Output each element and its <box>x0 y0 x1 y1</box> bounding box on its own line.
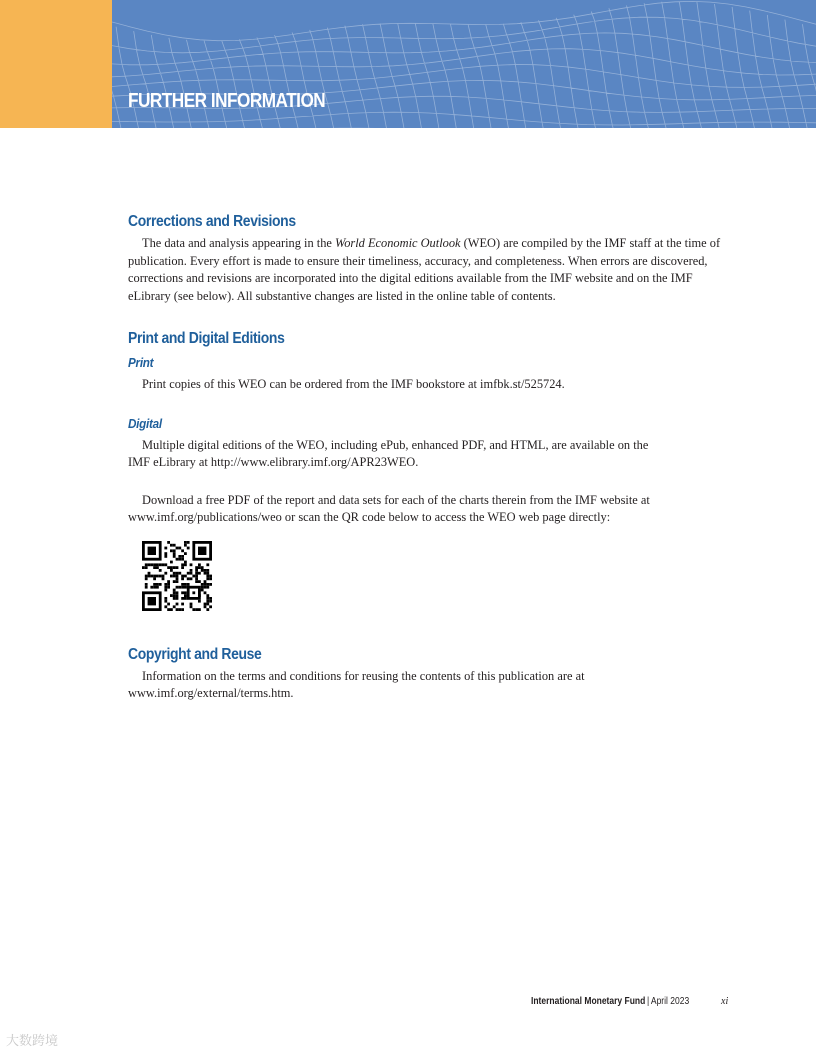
page-footer <box>531 996 689 1007</box>
footer-organization: International Monetary Fund <box>531 996 646 1007</box>
main-content <box>128 212 728 703</box>
section-copyright <box>128 645 728 703</box>
digital-paragraph <box>128 437 728 472</box>
page-number: xi <box>721 996 729 1007</box>
header-orange-block <box>0 0 112 128</box>
watermark: 大数跨境 <box>6 1034 59 1049</box>
publication-title: World Economic Outlook <box>335 236 461 250</box>
corrections-text-b: (WEO) are compiled by the IMF staff at the time of publication. Every effort is made to ensure their timeliness, accuracy, and completeness. When errors are discovered, corrections and revisions are incorporated into the digital editions available from the IMF website and on the IMF eLibrary (see below). All substantive changes are listed in the online table of contents. <box>128 236 721 303</box>
page-header <box>0 0 816 128</box>
qr-code[interactable] <box>142 541 212 611</box>
subheading-print: Print <box>128 355 154 370</box>
section-heading-copyright: Copyright and Reuse <box>128 645 262 663</box>
section-heading-editions: Print and Digital Editions <box>128 330 285 347</box>
download-paragraph: Download a free PDF of the report and data sets for each of the charts therein from the IMF website at www.imf.org/publications/weo or scan the QR code below to access the WEO web page directly: <box>128 492 650 524</box>
copyright-paragraph: Information on the terms and conditions for reusing the contents of this publication are at www.imf.org/external/terms.htm. <box>128 668 585 700</box>
section-heading-corrections: Corrections and Revisions <box>128 213 296 230</box>
corrections-paragraph <box>128 235 728 305</box>
corrections-text-a: The data and analysis appearing in the <box>142 236 336 250</box>
digital-line-2: IMF eLibrary at http://www.elibrary.imf.org/APR23WEO. <box>128 455 419 469</box>
page-title: FURTHER INFORMATION <box>128 90 326 112</box>
digital-line-1: Multiple digital editions of the WEO, including ePub, enhanced PDF, and HTML, are available on the <box>142 437 649 452</box>
print-paragraph: Print copies of this WEO can be ordered from the IMF bookstore at imfbk.st/525724. <box>142 377 565 391</box>
footer-date: April 2023 <box>650 996 690 1007</box>
section-editions <box>128 329 728 611</box>
section-corrections <box>128 212 728 305</box>
footer-separator: | <box>646 996 650 1007</box>
subheading-digital: Digital <box>128 415 162 431</box>
